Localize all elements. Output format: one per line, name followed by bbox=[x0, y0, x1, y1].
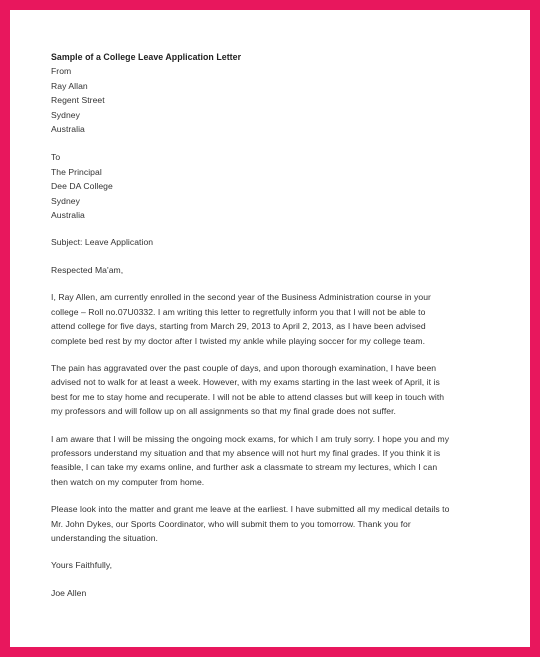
sender-city: Sydney bbox=[51, 109, 80, 120]
paragraph-line: understanding the situation. bbox=[51, 532, 158, 543]
letter-title: Sample of a College Leave Application Letter bbox=[51, 52, 242, 62]
paragraph-line: I, Ray Allen, am currently enrolled in the second year of the Business Administration course in your bbox=[51, 292, 431, 303]
recipient-institution: Dee DA College bbox=[51, 181, 113, 192]
paragraph-line: professors understand my situation and that my absence will not hurt my final grades. If you think it is bbox=[51, 447, 441, 458]
paragraph-line: advised not to walk for at least a week. However, with my exams starting in the last week of April, it is bbox=[51, 377, 440, 388]
paragraph-1 bbox=[51, 290, 506, 348]
recipient-country: Australia bbox=[51, 210, 85, 221]
paragraph-4 bbox=[51, 502, 506, 545]
paragraph-line: best for me to stay home and recuperate. I will not be able to attend classes but will keep in touch with bbox=[51, 391, 445, 402]
paragraph-line: college – Roll no.07U0332. I am writing this letter to regretfully inform you that I will not be able to bbox=[51, 306, 426, 317]
paragraph-line: Mr. John Dykes, our Sports Coordinator, who will submit them to you tomorrow. Thank you for bbox=[51, 518, 411, 529]
subject-line: Subject: Leave Application bbox=[51, 237, 154, 248]
paragraph-line: complete bed rest by my doctor after I twisted my ankle while playing soccer for my college team. bbox=[51, 335, 426, 346]
signature: Joe Allen bbox=[51, 587, 87, 598]
paragraph-line: then watch on my computer from home. bbox=[51, 476, 205, 487]
to-label: To bbox=[51, 152, 61, 163]
paragraph-line: attend college for five days, starting from March 29, 2013 to April 2, 2013, as I have been advised bbox=[51, 321, 426, 332]
paragraph-line: Please look into the matter and grant me leave at the earliest. I have submitted all my medical details to bbox=[51, 504, 450, 515]
paragraph-line: my professors and will follow up on all assignments so that my final grade does not suffer. bbox=[51, 406, 396, 417]
sender-street: Regent Street bbox=[51, 95, 105, 106]
paragraph-2 bbox=[51, 361, 506, 419]
paragraph-3 bbox=[51, 432, 506, 490]
paragraph-line: feasible, I can take my exams online, and further ask a classmate to stream my lectures, which I can bbox=[51, 462, 438, 473]
letter-body bbox=[51, 50, 506, 600]
sender-name: Ray Allan bbox=[51, 80, 88, 91]
letter-page bbox=[10, 10, 530, 647]
closing: Yours Faithfully, bbox=[51, 560, 113, 571]
paragraph-line: The pain has aggravated over the past couple of days, and upon thorough examination, I have been bbox=[51, 362, 437, 373]
from-label: From bbox=[51, 66, 72, 77]
sender-country: Australia bbox=[51, 124, 85, 135]
salutation: Respected Ma'am, bbox=[51, 264, 124, 275]
recipient-title: The Principal bbox=[51, 166, 102, 177]
paragraph-line: I am aware that I will be missing the ongoing mock exams, for which I am truly sorry. I hope you and my bbox=[51, 433, 450, 444]
recipient-city: Sydney bbox=[51, 195, 80, 206]
